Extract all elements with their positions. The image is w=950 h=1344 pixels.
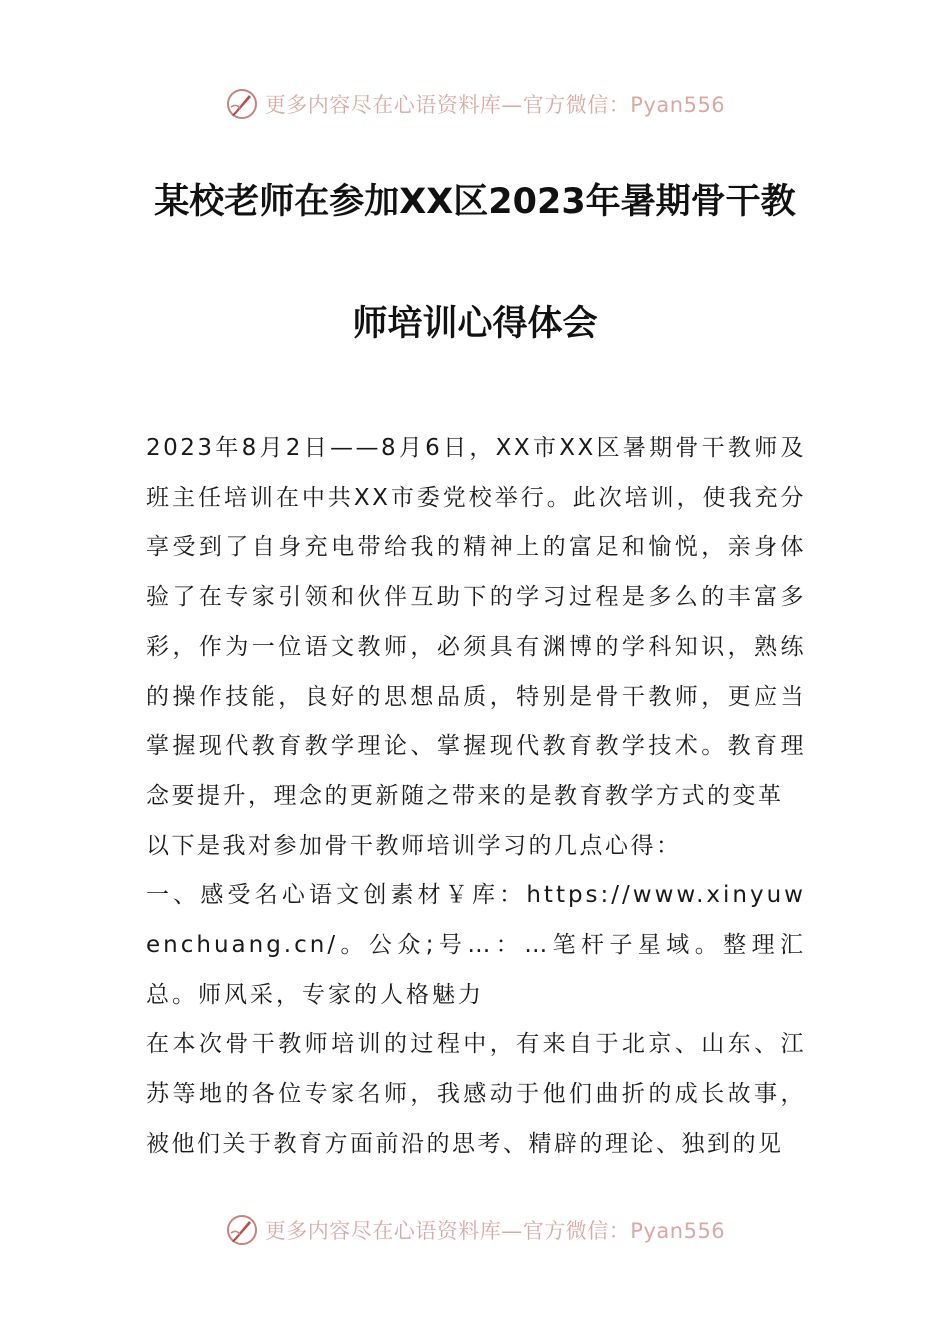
paragraph-transition: 以下是我对参加骨干教师培训学习的几点心得：: [146, 832, 682, 859]
document-title-line-2: 师培训心得体会: [352, 304, 598, 344]
quill-pen-icon: [225, 87, 259, 121]
paragraph-section-heading: 一、感受名心语文创素材￥库：https://www.xinyuwenchuang.cn/。公众;号…：…笔杆子星域。整理汇总。师风采，专家的人格魅力: [146, 882, 806, 1008]
paragraph-experts: 在本次骨干教师培训的过程中，有来自于北京、山东、江苏等地的各位专家名师，我感动于他们曲折的成长故事，被他们关于教育方面前沿的思考、精辟的理论、独到的见: [146, 1031, 806, 1157]
document-body: [146, 424, 806, 1170]
watermark-text: 更多内容尽在心语资料库—官方微信：Pyan556: [264, 1219, 726, 1243]
paragraph-intro: 2023年8月2日——8月6日，XX市XX区暑期骨干教师及班主任培训在中共XX市委党校举行。此次培训，使我充分享受到了自身充电带给我的精神上的富足和愉悦，亲身体验了在专家引领和伙伴互助下的学习过程是多么的丰富多彩，作为一位语文教师，必须具有渊博的学科知识，熟练的操作技能，良好的思想品质，特别是骨干教师，更应当掌握现代教育教学理论、掌握现代教育教学技术。教育理念要提升，理念的更新随之带来的是教育教学方式的变革: [146, 435, 806, 809]
quill-pen-icon: [225, 1213, 259, 1247]
footer-watermark: [0, 1210, 950, 1250]
header-watermark: [0, 84, 950, 124]
watermark-text: 更多内容尽在心语资料库—官方微信：Pyan556: [264, 93, 726, 117]
document-title-line-1: 某校老师在参加XX区2023年暑期骨干教: [154, 182, 796, 222]
